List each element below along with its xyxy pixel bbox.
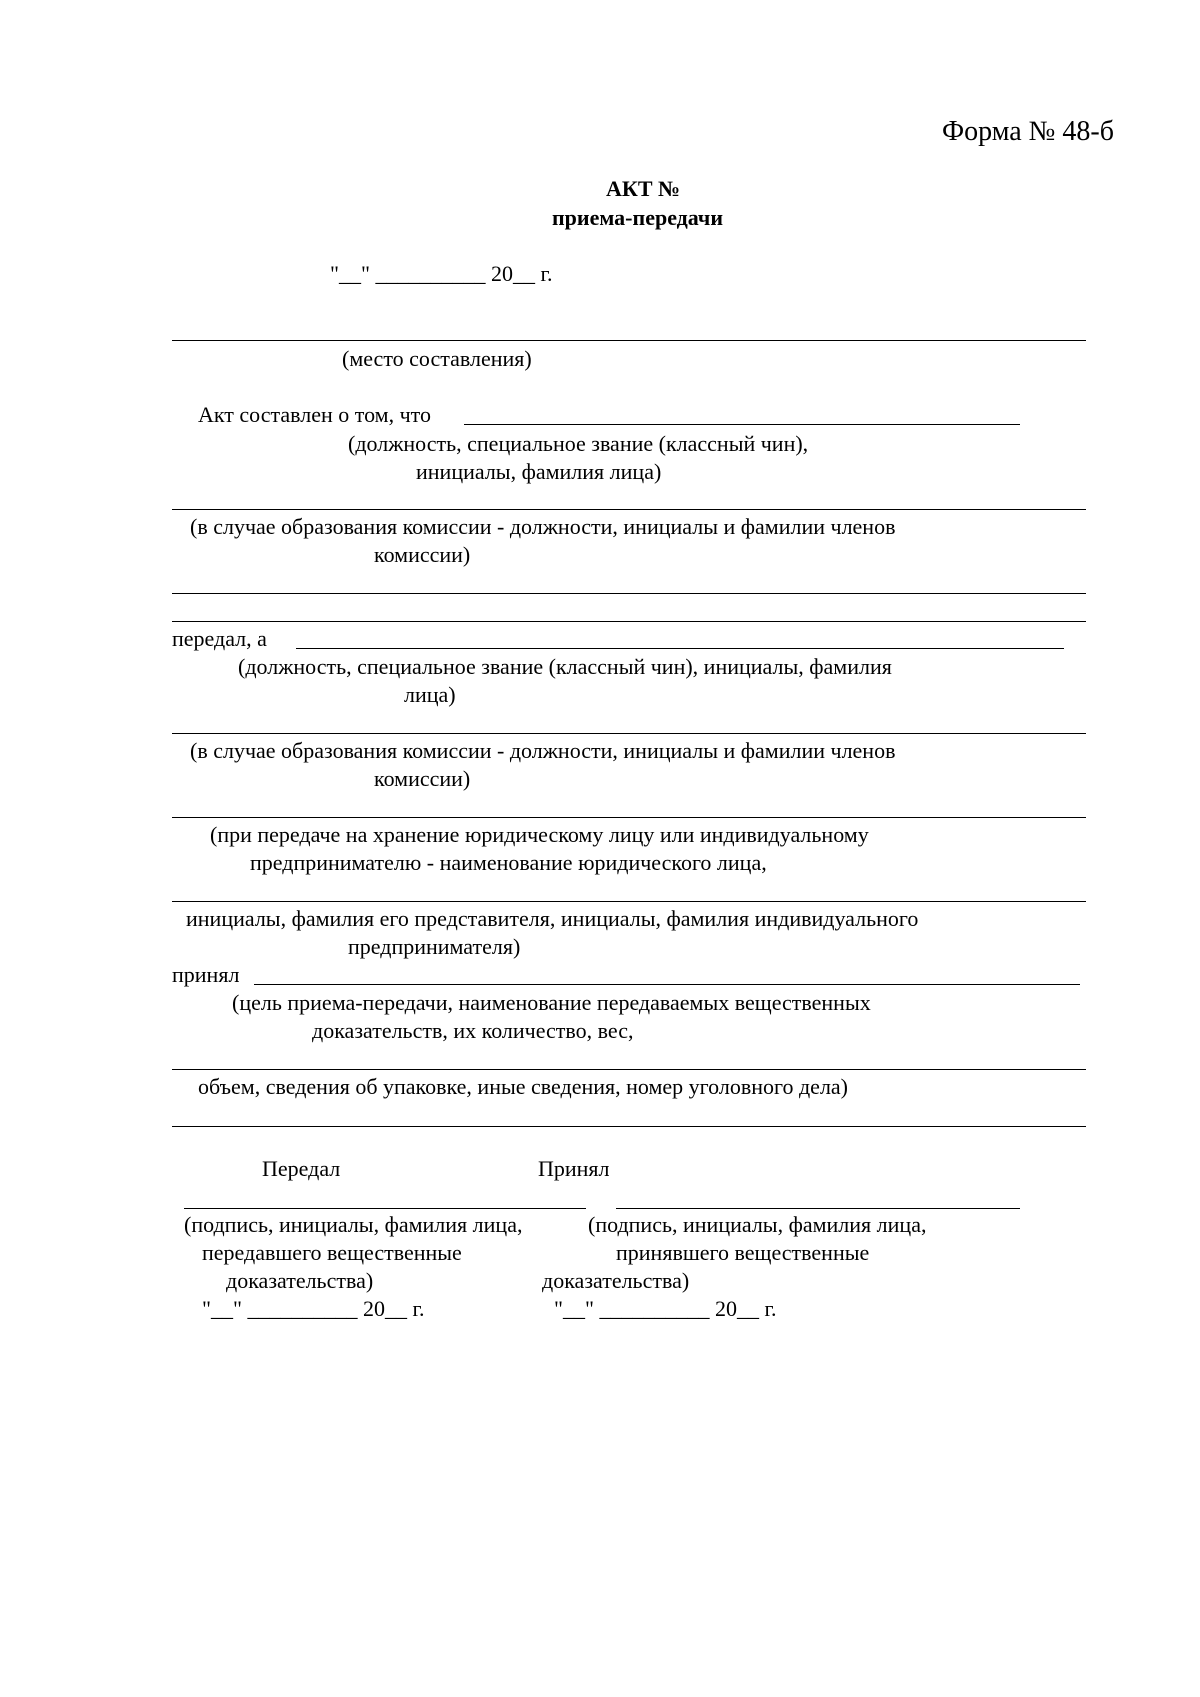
accepted-signature-caption: принявшего вещественные	[616, 1240, 870, 1265]
accepted-signature-caption: доказательства)	[542, 1268, 690, 1293]
act-intro-field[interactable]	[464, 424, 1020, 425]
act-intro-caption: инициалы, фамилия лица)	[416, 459, 662, 484]
commission-caption: комиссии)	[374, 542, 471, 567]
place-caption: (место составления)	[342, 346, 532, 371]
commission-caption: (в случае образования комиссии - должности, инициалы и фамилии членов	[190, 514, 896, 539]
transferred-signature-heading: Передал	[262, 1156, 341, 1181]
date-line: "__" __________ 20__ г.	[330, 261, 553, 286]
accepted-field[interactable]	[254, 984, 1080, 985]
storage-caption: инициалы, фамилия его представителя, инициалы, фамилия индивидуального	[186, 906, 919, 931]
commission-line[interactable]	[172, 509, 1086, 510]
form-number: Форма № 48-б	[942, 116, 1114, 147]
accepted-caption: доказательств, их количество, вес,	[312, 1018, 634, 1043]
transferred-field[interactable]	[296, 648, 1064, 649]
place-underline[interactable]	[172, 340, 1086, 341]
accepted-line[interactable]	[172, 1126, 1086, 1127]
accepted-signature-caption: (подпись, инициалы, фамилия лица,	[588, 1212, 927, 1237]
transferred-caption: лица)	[404, 682, 456, 707]
storage-line[interactable]	[172, 817, 1086, 818]
transferred-signature-field[interactable]	[184, 1208, 586, 1209]
commission-caption: (в случае образования комиссии - должности, инициалы и фамилии членов	[190, 738, 896, 763]
act-title: АКТ №	[606, 176, 681, 201]
transferred-signature-date: "__" __________ 20__ г.	[202, 1296, 425, 1321]
transferred-signature-caption: доказательства)	[226, 1268, 374, 1293]
accepted-line[interactable]	[172, 1069, 1086, 1070]
accepted-signature-heading: Принял	[538, 1156, 610, 1181]
storage-line[interactable]	[172, 901, 1086, 902]
transferred-caption: (должность, специальное звание (классный чин), инициалы, фамилия	[238, 654, 892, 679]
storage-caption: предпринимателя)	[348, 934, 521, 959]
transferred-signature-caption: (подпись, инициалы, фамилия лица,	[184, 1212, 523, 1237]
storage-caption: предпринимателю - наименование юридического лица,	[250, 850, 767, 875]
transferred-signature-caption: передавшего вещественные	[202, 1240, 462, 1265]
accepted-caption: объем, сведения об упаковке, иные сведения, номер уголовного дела)	[198, 1074, 849, 1099]
act-subtitle: приема-передачи	[552, 205, 723, 230]
accepted-caption: (цель приема-передачи, наименование передаваемых вещественных	[232, 990, 871, 1015]
accepted-label: принял	[172, 962, 240, 987]
accepted-signature-field[interactable]	[616, 1208, 1020, 1209]
commission-caption: комиссии)	[374, 766, 471, 791]
commission-line[interactable]	[172, 621, 1086, 622]
accepted-signature-date: "__" __________ 20__ г.	[554, 1296, 777, 1321]
storage-caption: (при передаче на хранение юридическому лицу или индивидуальному	[210, 822, 869, 847]
commission-line[interactable]	[172, 593, 1086, 594]
act-intro-caption: (должность, специальное звание (классный чин),	[348, 431, 809, 456]
act-intro-label: Акт составлен о том, что	[198, 402, 431, 427]
commission-line[interactable]	[172, 733, 1086, 734]
transferred-label: передал, а	[172, 626, 267, 651]
